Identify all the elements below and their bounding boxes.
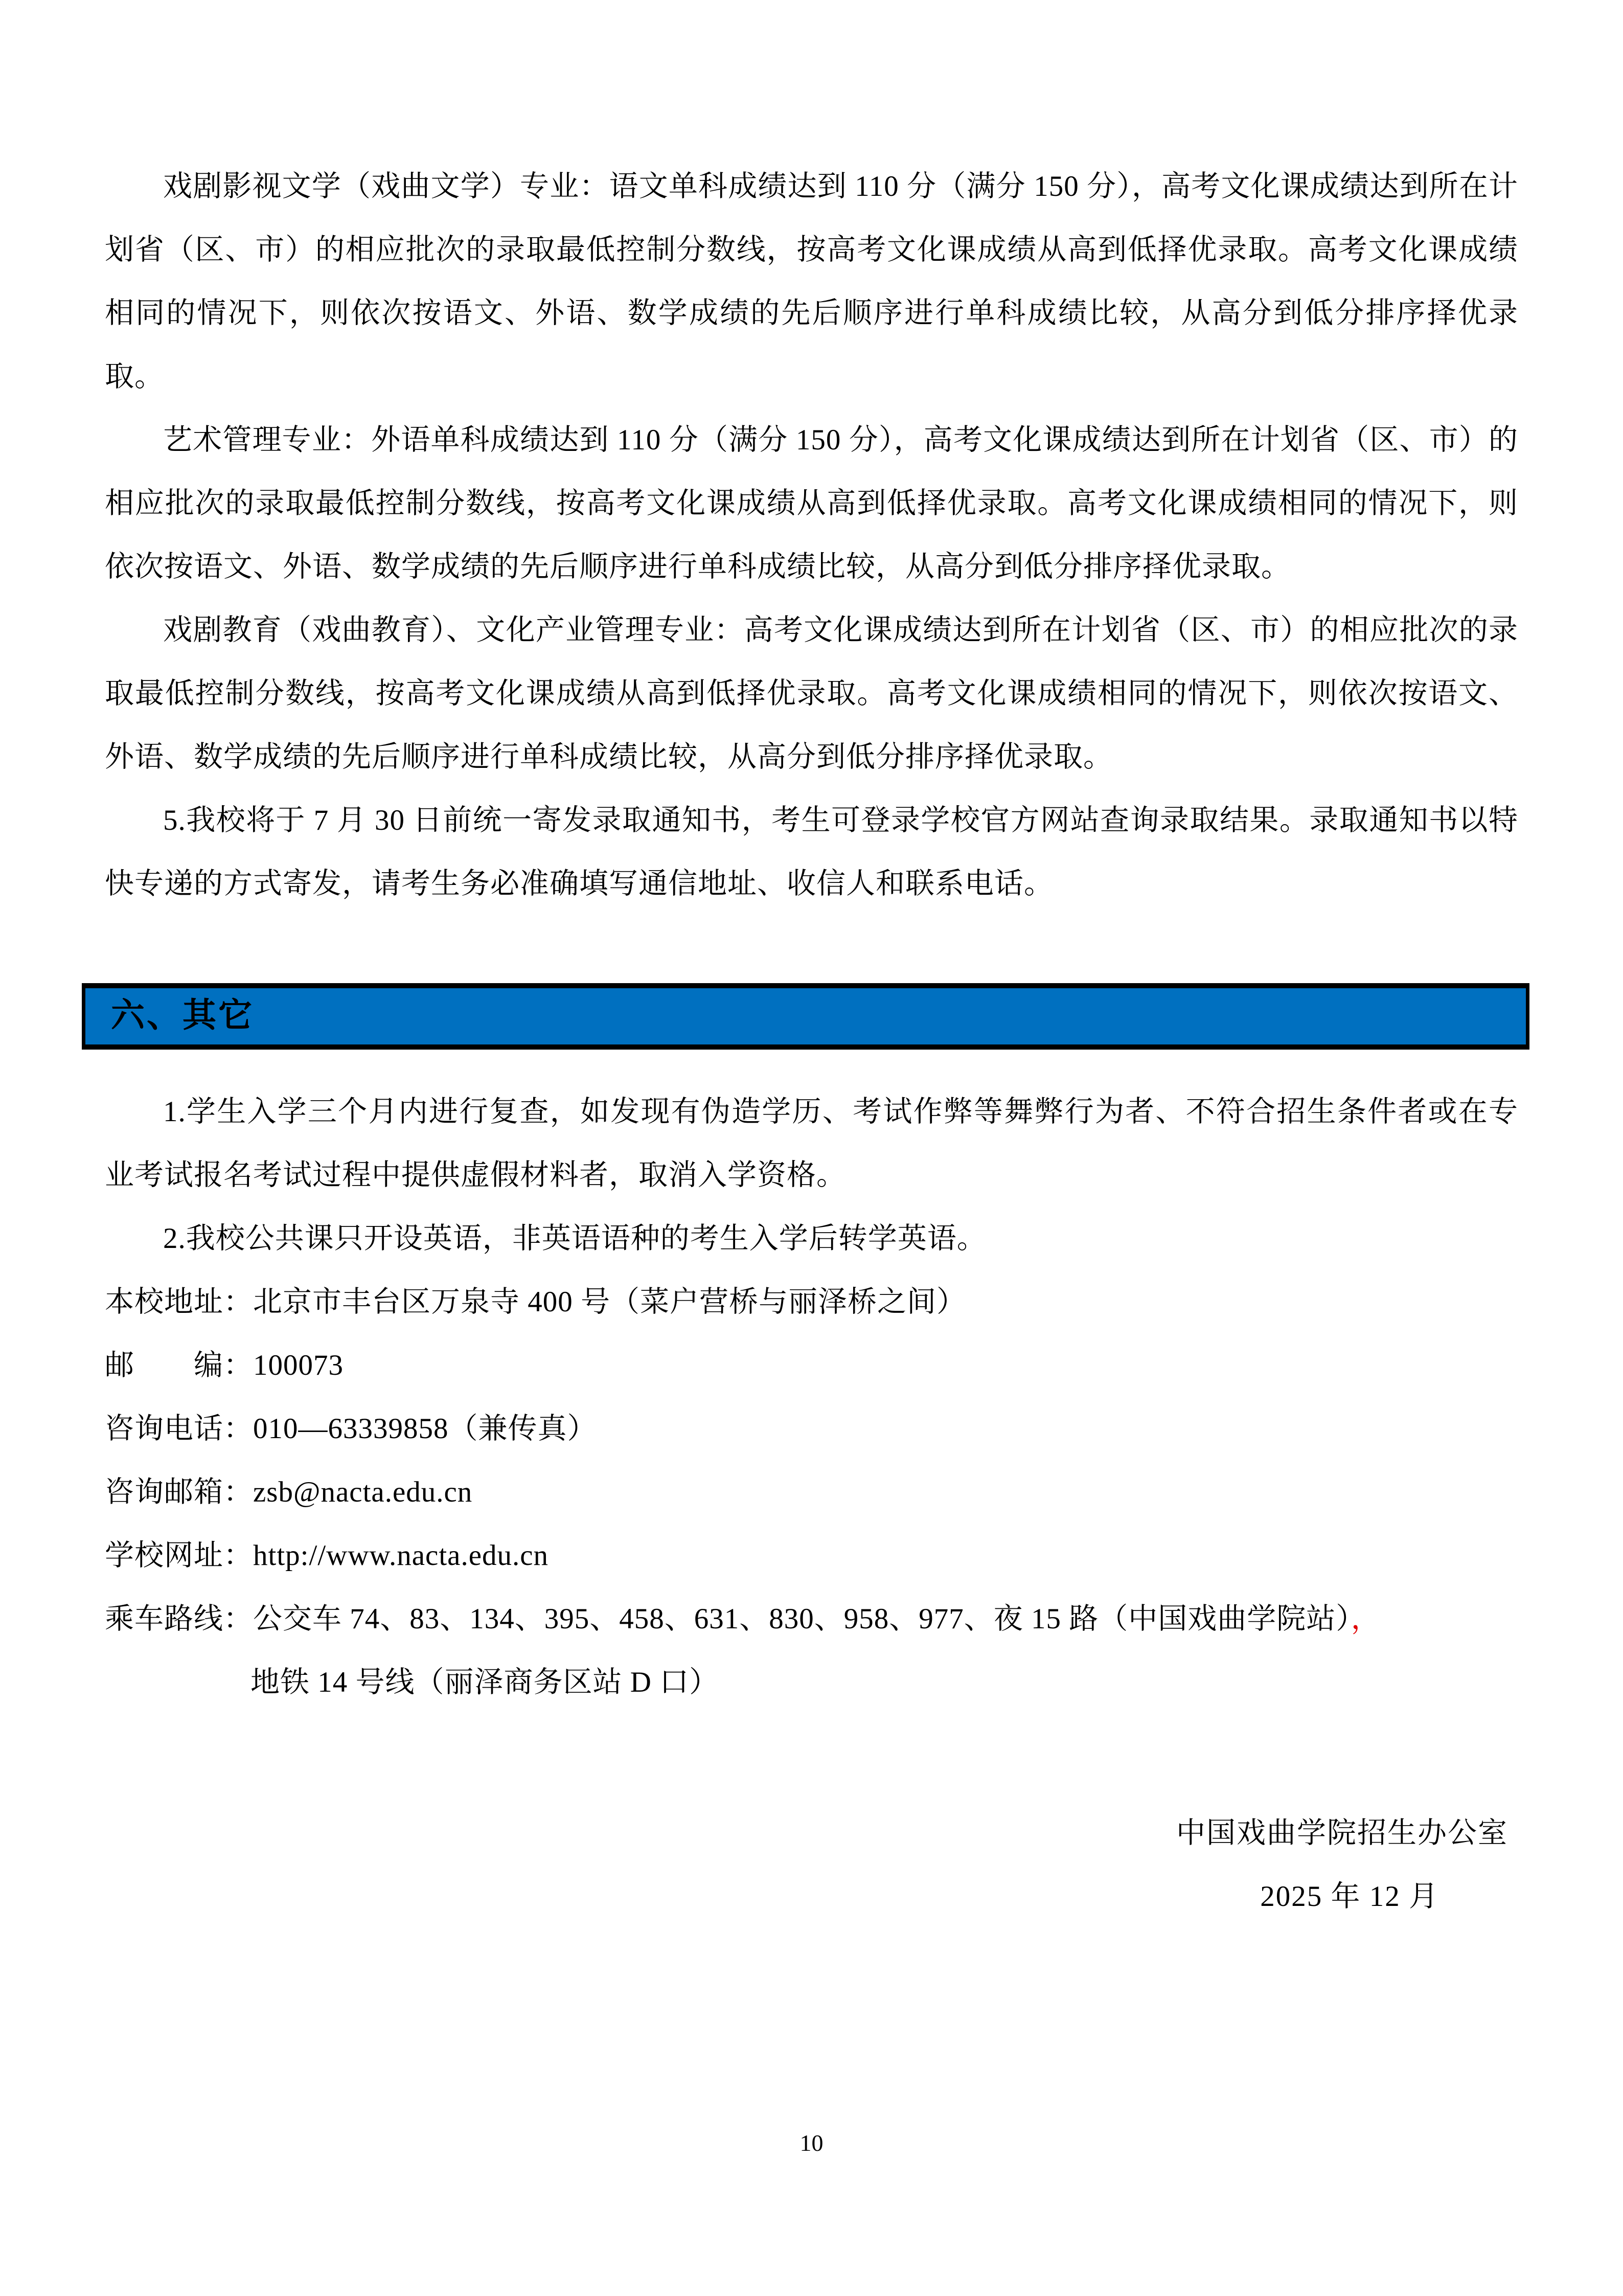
contact-line-website: [105, 1524, 1518, 1587]
postcode-value: 100073: [253, 1349, 344, 1381]
bus-route-red-comma: ，: [1351, 1603, 1381, 1635]
paragraph-drama-education: 戏剧教育（戏曲教育）、文化产业管理专业：高考文化课成绩达到所在计划省（区、市）的相应批次的录取最低控制分数线，按高考文化课成绩从高到低择优录取。高考文化课成绩相同的情况下，则依次按语文、外语、数学成绩的先后顺序进行单科成绩比较，从高分到低分排序择优录取。: [105, 614, 1518, 773]
contact-line-address: [105, 1270, 1518, 1334]
section-item-reexamination: 1.学生入学三个月内进行复查，如发现有伪造学历、考试作弊等舞弊行为者、不符合招生条件者或在专业考试报名考试过程中提供虚假材料者，取消入学资格。: [105, 1096, 1518, 1191]
contact-line-postcode: [105, 1334, 1518, 1397]
email-label: 咨询邮箱：: [105, 1476, 253, 1508]
website-value: http://www.nacta.edu.cn: [253, 1539, 549, 1572]
section-item-english-course: 2.我校公共课只开设英语，非英语语种的考生入学后转学英语。: [163, 1222, 987, 1255]
address-value: 北京市丰台区万泉寺 400 号（菜户营桥与丽泽桥之间）: [253, 1286, 966, 1318]
signature-date: 2025 年 12 月: [1260, 1880, 1439, 1913]
section-title: 六、其它: [111, 997, 254, 1034]
contact-line-phone: [105, 1397, 1518, 1461]
contact-line-bus-route: [105, 1587, 1518, 1651]
bus-route-label: 乘车路线：: [105, 1603, 253, 1635]
contact-line-metro: 地铁 14 号线（丽泽商务区站 D 口）: [250, 1666, 719, 1698]
page-number: 10: [799, 2130, 824, 2156]
address-label: 本校地址：: [105, 1286, 253, 1318]
paragraph-art-management: 艺术管理专业：外语单科成绩达到 110 分（满分 150 分），高考文化课成绩达到所在计划省（区、市）的相应批次的录取最低控制分数线，按高考文化课成绩从高到低择优录取。高考文化课成绩相同的情况下，则依次按语文、外语、数学成绩的先后顺序进行单科成绩比较，从高分到低分排序择优录取。: [105, 424, 1518, 583]
signature-office: 中国戏曲学院招生办公室: [1176, 1817, 1508, 1849]
document-content: [105, 0, 1518, 1928]
phone-label: 咨询电话：: [105, 1413, 253, 1445]
section-header-bar: [82, 983, 1529, 1050]
website-label: 学校网址：: [105, 1539, 253, 1572]
email-value: zsb@nacta.edu.cn: [253, 1476, 473, 1508]
paragraph-drama-film-literature: 戏剧影视文学（戏曲文学）专业：语文单科成绩达到 110 分（满分 150 分），高考文化课成绩达到所在计划省（区、市）的相应批次的录取最低控制分数线，按高考文化课成绩从高到低择优录取。高考文化课成绩相同的情况下，则依次按语文、外语、数学成绩的先后顺序进行单科成绩比较，从高分到低分排序择优录取。: [105, 170, 1518, 393]
paragraph-admission-notice: 5.我校将于 7 月 30 日前统一寄发录取通知书，考生可登录学校官方网站查询录取结果。录取通知书以特快专递的方式寄发，请考生务必准确填写通信地址、收信人和联系电话。: [105, 804, 1518, 900]
contact-line-email: [105, 1461, 1518, 1524]
phone-value: 010—63339858（兼传真）: [253, 1413, 597, 1445]
bus-route-value: 公交车 74、83、134、395、458、631、830、958、977、夜 15 路（中国戏曲学院站）: [253, 1603, 1351, 1635]
signature-block: [105, 1802, 1518, 1928]
postcode-label: 邮 编：: [105, 1349, 253, 1381]
